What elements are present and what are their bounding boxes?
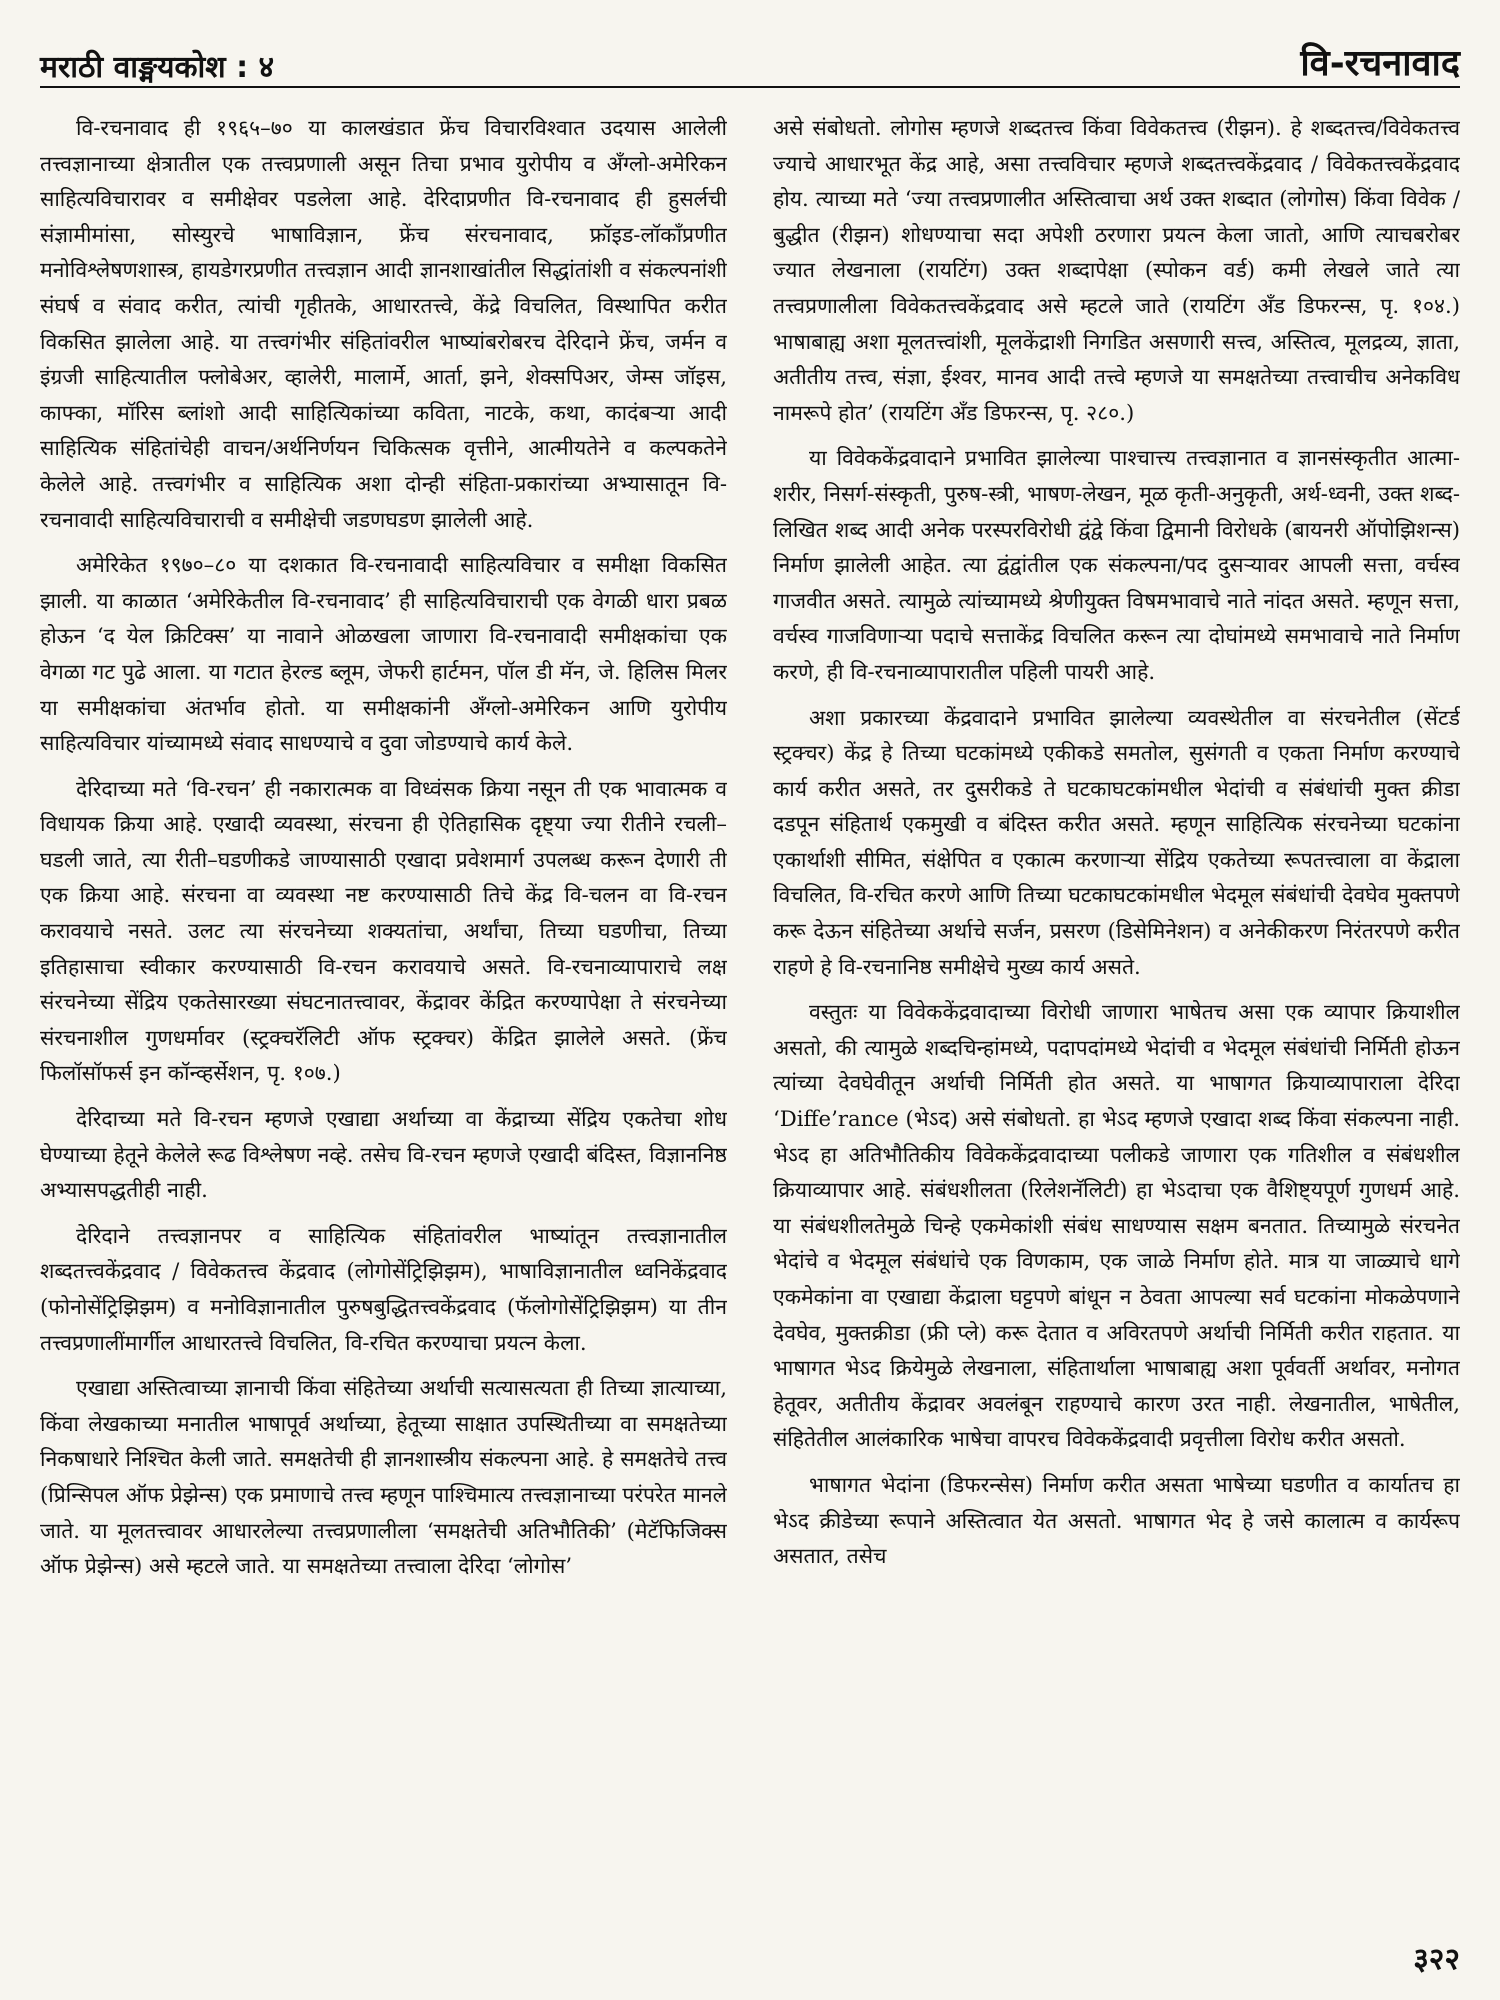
left-column — [40, 110, 727, 1920]
page-number: ३२२ — [1413, 1942, 1460, 1977]
paragraph: वि-रचनावाद ही १९६५–७० या कालखंडात फ्रेंच विचारविश्वात उदयास आलेली तत्त्वज्ञानाच्या क्षेत्रातील एक तत्त्वप्रणाली असून तिचा प्रभाव युरोपीय व ॲंग्लो-अमेरिकन साहित्यविचारावर व समीक्षेवर पडलेला आहे. देरिदाप्रणीत वि-रचनावाद ही हुसर्लची संज्ञामीमांसा, सोस्युरचे भाषाविज्ञान, फ्रेंच संरचनावाद, फ्रॉइड-लॉकॉंप्रणीत मनोविश्लेषणशास्त्र, हायडेगरप्रणीत तत्त्वज्ञान आदी ज्ञानशाखांतील सिद्धांतांशी व संकल्पनांशी संघर्ष व संवाद करीत, त्यांची गृहीतके, आधारतत्त्वे, केंद्रे विचलित, विस्थापित करीत विकसित झालेला आहे. या तत्त्वगंभीर संहितांवरील भाष्यांबरोबरच देरिदाने फ्रेंच, जर्मन व इंग्रजी साहित्यातील फ्लोबेअर, व्हालेरी, मालार्मे, आर्ता, झने, शेक्सपिअर, जेम्स जॉइस, काफ्का, मॉरिस ब्लांशो आदी साहित्यिकांच्या कविता, नाटके, कथा, कादंबऱ्या आदी साहित्यिक संहितांचेही वाचन/अर्थनिर्णयन चिकित्सक वृत्तीने, आत्मीयतेने व कल्पकतेने केलेले आहे. तत्त्वगंभीर व साहित्यिक अशा दोन्ही संहिता-प्रकारांच्या अभ्यासातून वि-रचनावादी साहित्यविचाराची व समीक्षेची जडणघडण झालेली आहे. — [40, 115, 727, 532]
paragraph: एखाद्या अस्तित्वाच्या ज्ञानाची किंवा संहितेच्या अर्थाची सत्यासत्यता ही तिच्या ज्ञात्याच्या, किंवा लेखकाच्या मनातील भाषापूर्व अर्थाच्या, हेतूच्या साक्षात उपस्थितीच्या वा समक्षतेच्या निकषाधारे निश्चित केली जाते. समक्षतेची ही ज्ञानशास्त्रीय संकल्पना आहे. हे समक्षतेचे तत्त्व (प्रिन्सिपल ऑफ प्रेझेन्स) एक प्रमाणाचे तत्त्व म्हणून पाश्चिमात्य तत्त्वज्ञानाच्या परंपरेत मानले जाते. या मूलतत्त्वावर आधारलेल्या तत्त्वप्रणालीला ‘समक्षतेची अतिभौतिकी’ (मेटॅफिजिक्स ऑफ प्रेझेन्स) असे म्हटले जाते. या समक्षतेच्या तत्त्वाला देरिदा ‘लोगोस’ — [40, 1375, 727, 1579]
paragraph: देरिदाच्या मते वि-रचन म्हणजे एखाद्या अर्थाच्या वा केंद्राच्या सेंद्रिय एकतेचा शोध घेण्याच्या हेतूने केलेले रूढ विश्लेषण नव्हे. तसेच वि-रचन म्हणजे एखादी बंदिस्त, विज्ञाननिष्ठ अभ्यासपद्धतीही नाही. — [40, 1106, 727, 1203]
paragraph: वस्तुतः या विवेककेंद्रवादाच्या विरोधी जाणारा भाषेतच असा एक व्यापार क्रियाशील असतो, की त्यामुळे शब्दचिन्हांमध्ये, पदापदांमध्ये भेदांची व भेदमूल संबंधांची निर्मिती होऊन त्यांच्या देवघेवीतून अर्थाची निर्मिती होत असते. या भाषागत क्रियाव्यापाराला देरिदा ‘Diffe’rance (भेऽद) असे संबोधतो. हा भेऽद म्हणजे एखादा शब्द किंवा संकल्पना नाही. भेऽद हा अतिभौतिकीय विवेककेंद्रवादाच्या पलीकडे जाणारा एक गतिशील व संबंधशील क्रियाव्यापार आहे. संबंधशीलता (रिलेशनॅलिटी) हा भेऽदाचा एक वैशिष्ट्यपूर्ण गुणधर्म आहे. या संबंधशीलतेमुळे चिन्हे एकमेकांशी संबंध साधण्यास सक्षम बनतात. तिच्यामुळे संरचनेत भेदांचे व भेदमूल संबंधांचे एक विणकाम, एक जाळे निर्माण होते. मात्र या जाळ्याचे धागे एकमेकांना वा एखाद्या केंद्राला घट्टपणे बांधून न ठेवता आपल्या सर्व घटकांना मोकळेपणाने देवघेव, मुक्तक्रीडा (फ्री प्ले) करू देतात व अविरतपणे अर्थाची निर्मिती करीत राहतात. या भाषागत भेऽद क्रियेमुळे लेखनाला, संहितार्थाला भाषाबाह्य अशा पूर्ववर्ती अर्थावर, मनोगत हेतूवर, अतीतीय केंद्रावर अवलंबून राहण्याचे कारण उरत नाही. लेखनातील, भाषेतील, संहितेतील आलंकारिक भाषेचा वापरच विवेककेंद्रवादी प्रवृत्तीला विरोध करीत असतो. — [773, 999, 1460, 1452]
paragraph: या विवेककेंद्रवादाने प्रभावित झालेल्या पाश्चात्त्य तत्त्वज्ञानात व ज्ञानसंस्कृतीत आत्मा-शरीर, निसर्ग-संस्कृती, पुरुष-स्त्री, भाषण-लेखन, मूळ कृती-अनुकृती, अर्थ-ध्वनी, उक्त शब्द-लिखित शब्द आदी अनेक परस्परविरोधी द्वंद्वे किंवा द्विमानी विरोधके (बायनरी ऑपोझिशन्स) निर्माण झालेली आहेत. त्या द्वंद्वांतील एक संकल्पना/पद दुसऱ्यावर आपली सत्ता, वर्चस्व गाजवीत असते. त्यामुळे त्यांच्यामध्ये श्रेणीयुक्त विषमभावाचे नाते नांदत असते. म्हणून सत्ता, वर्चस्व गाजविणाऱ्या पदाचे सत्ताकेंद्र विचलित करून त्या दोघांमध्ये समभावाचे नाते निर्माण करणे, ही वि-रचनाव्यापारातील पहिली पायरी आहे. — [773, 445, 1460, 684]
header-entry-title: वि-रचनावाद — [1300, 43, 1460, 84]
paragraph: अमेरिकेत १९७०–८० या दशकात वि-रचनावादी साहित्यविचार व समीक्षा विकसित झाली. या काळात ‘अमेरिकेतील वि-रचनावाद’ ही साहित्यविचाराची एक वेगळी धारा प्रबळ होऊन ‘द येल क्रिटिक्स’ या नावाने ओळखला जाणारा वि-रचनावादी समीक्षकांचा एक वेगळा गट पुढे आला. या गटात हेरल्ड ब्लूम, जेफरी हार्टमन, पॉल डी मॅन, जे. हिलिस मिलर या समीक्षकांचा अंतर्भाव होतो. या समीक्षकांनी ॲंग्लो-अमेरिकन आणि युरोपीय साहित्यविचार यांच्यामध्ये संवाद साधण्याचे व दुवा जोडण्याचे कार्य केले. — [40, 552, 727, 756]
paragraph: देरिदाच्या मते ‘वि-रचन’ ही नकारात्मक वा विध्वंसक क्रिया नसून ती एक भावात्मक व विधायक क्रिया आहे. एखादी व्यवस्था, संरचना ही ऐतिहासिक दृष्ट्या ज्या रीतीने रचली–घडली जाते, त्या रीती–घडणीकडे जाण्यासाठी एखादा प्रवेशमार्ग उपलब्ध करून देणारी ती एक क्रिया आहे. संरचना वा व्यवस्था नष्ट करण्यासाठी तिचे केंद्र वि-चलन वा वि-रचन करावयाचे नसते. उलट त्या संरचनेच्या शक्यतांचा, अर्थांचा, तिच्या घडणीचा, तिच्या इतिहासाचा स्वीकार करण्यासाठी वि-रचन करावयाचे असते. वि-रचनाव्यापाराचे लक्ष संरचनेच्या सेंद्रिय एकतेसारख्या संघटनातत्त्वावर, केंद्रावर केंद्रित करण्यापेक्षा ते संरचनेच्या संरचनाशील गुणधर्मावर (स्ट्रक्चरॅलिटी ऑफ स्ट्रक्चर) केंद्रित झालेले असते. (फ्रेंच फिलॉसॉफर्स इन कॉन्व्हर्सेशन, पृ. १०७.) — [40, 775, 727, 1086]
text-columns — [40, 110, 1460, 1920]
header-book-title: मराठी वाङ्मयकोश : ४ — [40, 50, 275, 85]
right-column — [773, 110, 1460, 1920]
paragraph: देरिदाने तत्त्वज्ञानपर व साहित्यिक संहितांवरील भाष्यांतून तत्त्वज्ञानातील शब्दतत्त्वकेंद्रवाद / विवेकतत्त्व केंद्रवाद (लोगोसेंट्रिझिझम), भाषाविज्ञानातील ध्वनिकेंद्रवाद (फोनोसेंट्रिझिझम) व मनोविज्ञानातील पुरुषबुद्धितत्त्वकेंद्रवाद (फॅलोगोसेंट्रिझिझम) या तीन तत्त्वप्रणालींमार्गील आधारतत्त्वे विचलित, वि-रचित करण्याचा प्रयत्न केला. — [40, 1222, 727, 1355]
page-header — [40, 40, 1460, 88]
paragraph: भाषागत भेदांना (डिफरन्सेस) निर्माण करीत असता भाषेच्या घडणीत व कार्यातच हा भेऽद क्रीडेच्या रूपाने अस्तित्वात येत असतो. भाषागत भेद हे जसे कालात्म व कार्यरूप असतात, तसेच — [773, 1471, 1460, 1569]
paragraph: अशा प्रकारच्या केंद्रवादाने प्रभावित झालेल्या व्यवस्थेतील वा संरचनेतील (सेंटर्ड स्ट्रक्चर) केंद्र हे तिच्या घटकांमध्ये एकीकडे समतोल, सुसंगती व एकता निर्माण करण्याचे कार्य करीत असते, तर दुसरीकडे ते घटकाघटकांमधील भेदांची व संबंधांची मुक्त क्रीडा दडपून संहितार्थ एकमुखी व बंदिस्त करीत असते. म्हणून साहित्यिक संरचनेच्या घटकांना एकार्थाशी सीमित, संक्षेपित व एकात्म करणाऱ्या सेंद्रिय एकतेच्या रूपतत्त्वाला वा केंद्राला विचलित, वि-रचित करणे आणि तिच्या घटकाघटकांमधील भेदमूल संबंधांची देवघेव मुक्तपणे करू देऊन संहितेच्या अर्थाचे सर्जन, प्रसरण (डिसेमिनेशन) व अनेकीकरण निरंतरपणे करीत राहणे हे वि-रचनानिष्ठ समीक्षेचे मुख्य कार्य असते. — [773, 704, 1460, 979]
paragraph: असे संबोधतो. लोगोस म्हणजे शब्दतत्त्व किंवा विवेकतत्त्व (रीझन). हे शब्दतत्त्व/विवेकतत्त्व ज्याचे आधारभूत केंद्र आहे, असा तत्त्वविचार म्हणजे शब्दतत्त्वकेंद्रवाद / विवेकतत्त्वकेंद्रवाद होय. त्याच्या मते ‘ज्या तत्त्वप्रणालीत अस्तित्वाचा अर्थ उक्त शब्दात (लोगोस) किंवा विवेक / बुद्धीत (रीझन) शोधण्याचा सदा अपेशी ठरणारा प्रयत्न केला जातो, आणि त्याचबरोबर ज्यात लेखनाला (रायटिंग) उक्त शब्दापेक्षा (स्पोकन वर्ड) कमी लेखले जाते त्या तत्त्वप्रणालीला विवेकतत्त्वकेंद्रवाद असे म्हटले जाते (रायटिंग ॲंड डिफरन्स, पृ. १०४.) भाषाबाह्य अशा मूलतत्त्वांशी, मूलकेंद्राशी निगडित असणारी सत्त्व, अस्तित्व, मूलद्रव्य, ज्ञाता, अतीतीय तत्त्व, संज्ञा, ईश्वर, मानव आदी तत्त्वे म्हणजे या समक्षतेच्या तत्त्वाचीच अनेकविध नामरूपे होत’ (रायटिंग ॲंड डिफरन्स, पृ. २८०.) — [773, 115, 1460, 425]
